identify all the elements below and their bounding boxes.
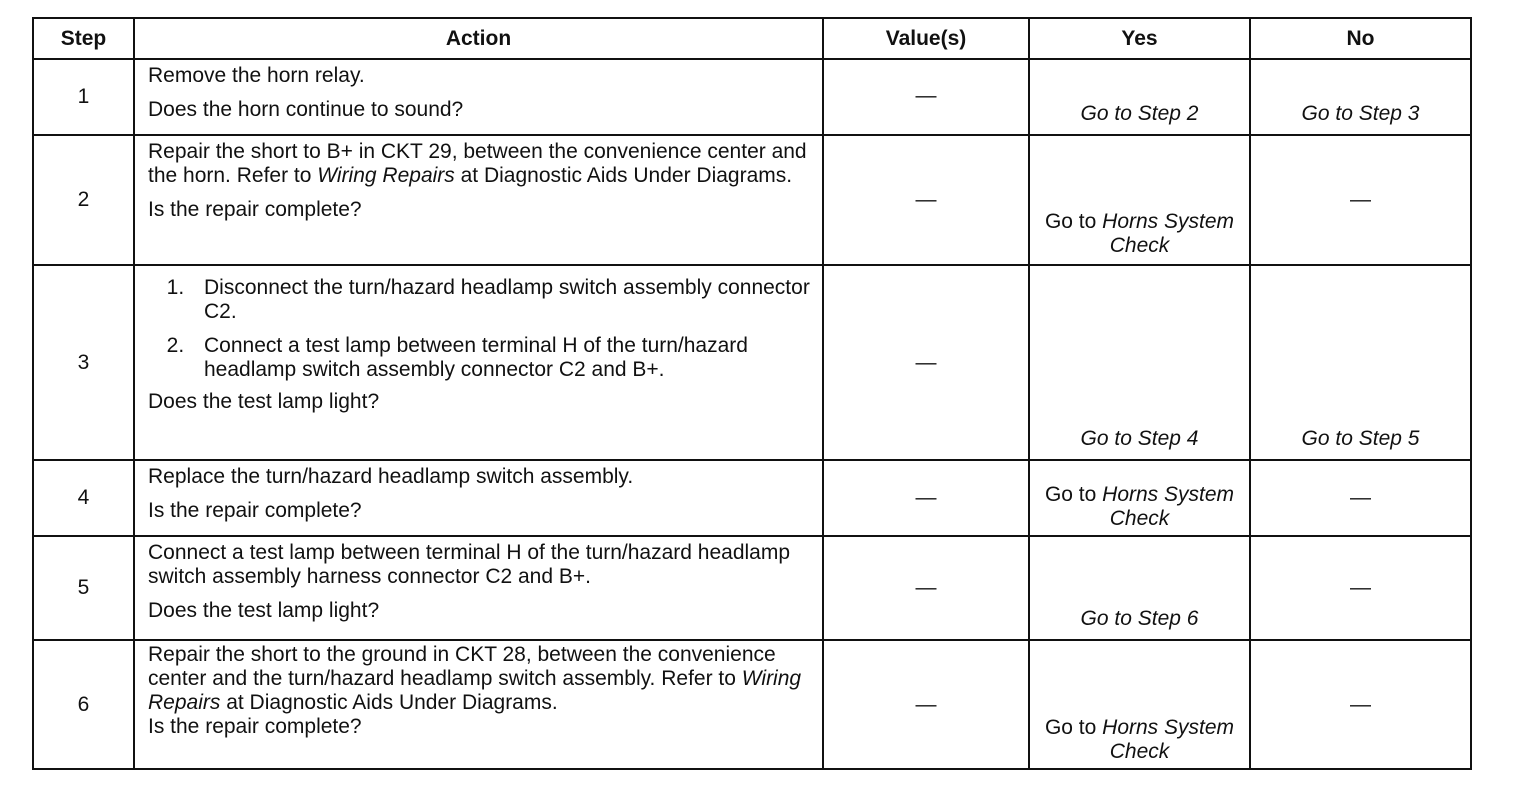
action-cell bbox=[134, 265, 823, 460]
action-instruction: Remove the horn relay. bbox=[148, 64, 365, 87]
action-text: Repair the short to the ground in CKT 28, between the convenience center and the turn/hazard headlamp switch assembly. Refer to bbox=[148, 643, 776, 690]
yes-text: Go to bbox=[1044, 210, 1103, 233]
yes-cell bbox=[1029, 135, 1250, 265]
action-cell bbox=[134, 59, 823, 135]
table-row bbox=[33, 640, 1471, 769]
no-cell: — bbox=[1250, 135, 1471, 265]
no-cell: — bbox=[1250, 536, 1471, 640]
table-row bbox=[33, 536, 1471, 640]
step-number: 6 bbox=[33, 640, 134, 769]
action-question: Does the test lamp light? bbox=[148, 599, 380, 622]
yes-text: Go to bbox=[1044, 483, 1103, 506]
action-question: Does the test lamp light? bbox=[148, 390, 380, 413]
action-text: at Diagnostic Aids Under Diagrams. bbox=[220, 691, 558, 714]
yes-cell bbox=[1029, 460, 1250, 536]
value-cell: — bbox=[823, 640, 1029, 769]
value-cell: — bbox=[823, 536, 1029, 640]
step-number: 2 bbox=[33, 135, 134, 265]
diagnostic-table-container bbox=[32, 17, 1470, 770]
value-cell: — bbox=[823, 135, 1029, 265]
yes-cell: Go to Step 4 bbox=[1029, 265, 1250, 460]
yes-reference: Horns System Check bbox=[1102, 716, 1235, 763]
yes-text: Go to bbox=[1044, 716, 1103, 739]
action-cell bbox=[134, 536, 823, 640]
step-number: 1 bbox=[33, 59, 134, 135]
action-question: Is the repair complete? bbox=[148, 715, 362, 738]
action-text: at Diagnostic Aids Under Diagrams. bbox=[454, 164, 793, 187]
diagnostic-table bbox=[32, 17, 1472, 770]
value-cell: — bbox=[823, 460, 1029, 536]
step-number: 3 bbox=[33, 265, 134, 460]
header-no: No bbox=[1250, 18, 1471, 59]
header-values: Value(s) bbox=[823, 18, 1029, 59]
no-cell: — bbox=[1250, 460, 1471, 536]
table-row bbox=[33, 460, 1471, 536]
no-cell: Go to Step 3 bbox=[1250, 59, 1471, 135]
table-row bbox=[33, 59, 1471, 135]
value-cell: — bbox=[823, 265, 1029, 460]
step-number: 4 bbox=[33, 460, 134, 536]
header-step: Step bbox=[33, 18, 134, 59]
header-yes: Yes bbox=[1029, 18, 1250, 59]
action-instruction bbox=[148, 643, 812, 715]
yes-reference: Horns System Check bbox=[1102, 483, 1235, 530]
table-row bbox=[33, 265, 1471, 460]
action-instruction: Connect a test lamp between terminal H of the turn/hazard headlamp switch assembly harness connector C2 and B+. bbox=[148, 541, 791, 588]
action-reference: Wiring Repairs bbox=[148, 667, 802, 714]
action-text: Repair the short to B+ in CKT 29, between the convenience center and the horn. Refer to bbox=[148, 140, 807, 187]
action-cell bbox=[134, 135, 823, 265]
action-instruction bbox=[148, 140, 812, 188]
yes-cell bbox=[1029, 640, 1250, 769]
yes-cell: Go to Step 6 bbox=[1029, 536, 1250, 640]
step-number: 5 bbox=[33, 536, 134, 640]
action-step-item: 1. Disconnect the turn/hazard headlamp switch assembly connector C2. bbox=[190, 276, 812, 324]
action-question: Does the horn continue to sound? bbox=[148, 98, 464, 121]
action-question: Is the repair complete? bbox=[148, 198, 362, 221]
action-cell bbox=[134, 460, 823, 536]
no-cell: — bbox=[1250, 640, 1471, 769]
action-cell bbox=[134, 640, 823, 769]
value-cell: — bbox=[823, 59, 1029, 135]
yes-reference: Horns System Check bbox=[1102, 210, 1235, 257]
action-step-item: 2. Connect a test lamp between terminal H of the turn/hazard headlamp switch assembly connector C2 and B+. bbox=[190, 334, 812, 382]
no-cell: Go to Step 5 bbox=[1250, 265, 1471, 460]
action-reference: Wiring Repairs bbox=[317, 164, 455, 187]
action-instruction: Replace the turn/hazard headlamp switch assembly. bbox=[148, 465, 634, 488]
table-row bbox=[33, 135, 1471, 265]
header-action: Action bbox=[134, 18, 823, 59]
yes-cell: Go to Step 2 bbox=[1029, 59, 1250, 135]
header-row bbox=[33, 18, 1471, 59]
action-steps-list bbox=[148, 276, 812, 382]
action-question: Is the repair complete? bbox=[148, 499, 362, 522]
